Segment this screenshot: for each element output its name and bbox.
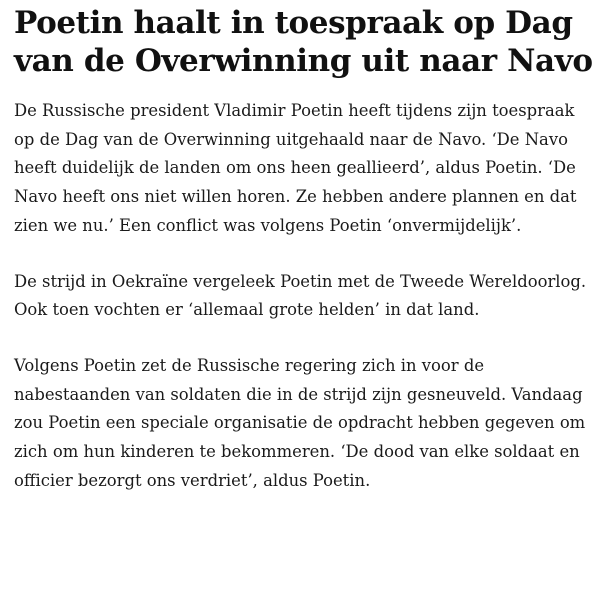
- article: [14, 0, 599, 495]
- article-paragraph: De strijd in Oekraïne vergeleek Poetin met de Tweede Wereldoorlog. Ook toen vochten er ‘allemaal grote helden’ in dat land.: [14, 271, 587, 320]
- article-paragraph: Volgens Poetin zet de Russische regering zich in voor de nabestaanden van soldaten die in de strijd zijn gesneuveld. Vandaag zou Poetin een speciale organisatie de opdracht hebben gegeven om zich om hun kinderen te bekommeren. ‘De dood van elke soldaat en officier bezorgt ons verdriet’, aldus Poetin.: [14, 355, 586, 490]
- article-headline: Poetin haalt in toespraak op Dag van de Overwinning uit naar Navo: [14, 5, 593, 79]
- article-paragraph: De Russische president Vladimir Poetin heeft tijdens zijn toespraak op de Dag van de Overwinning uitgehaald naar de Navo. ‘De Navo heeft duidelijk de landen om ons heen geallieerd’, aldus Poetin. ‘De Navo heeft ons niet willen horen. Ze hebben andere plannen en dat zien we nu.’ Een conflict was volgens Poetin ‘onvermijdelijk’.: [14, 101, 577, 235]
